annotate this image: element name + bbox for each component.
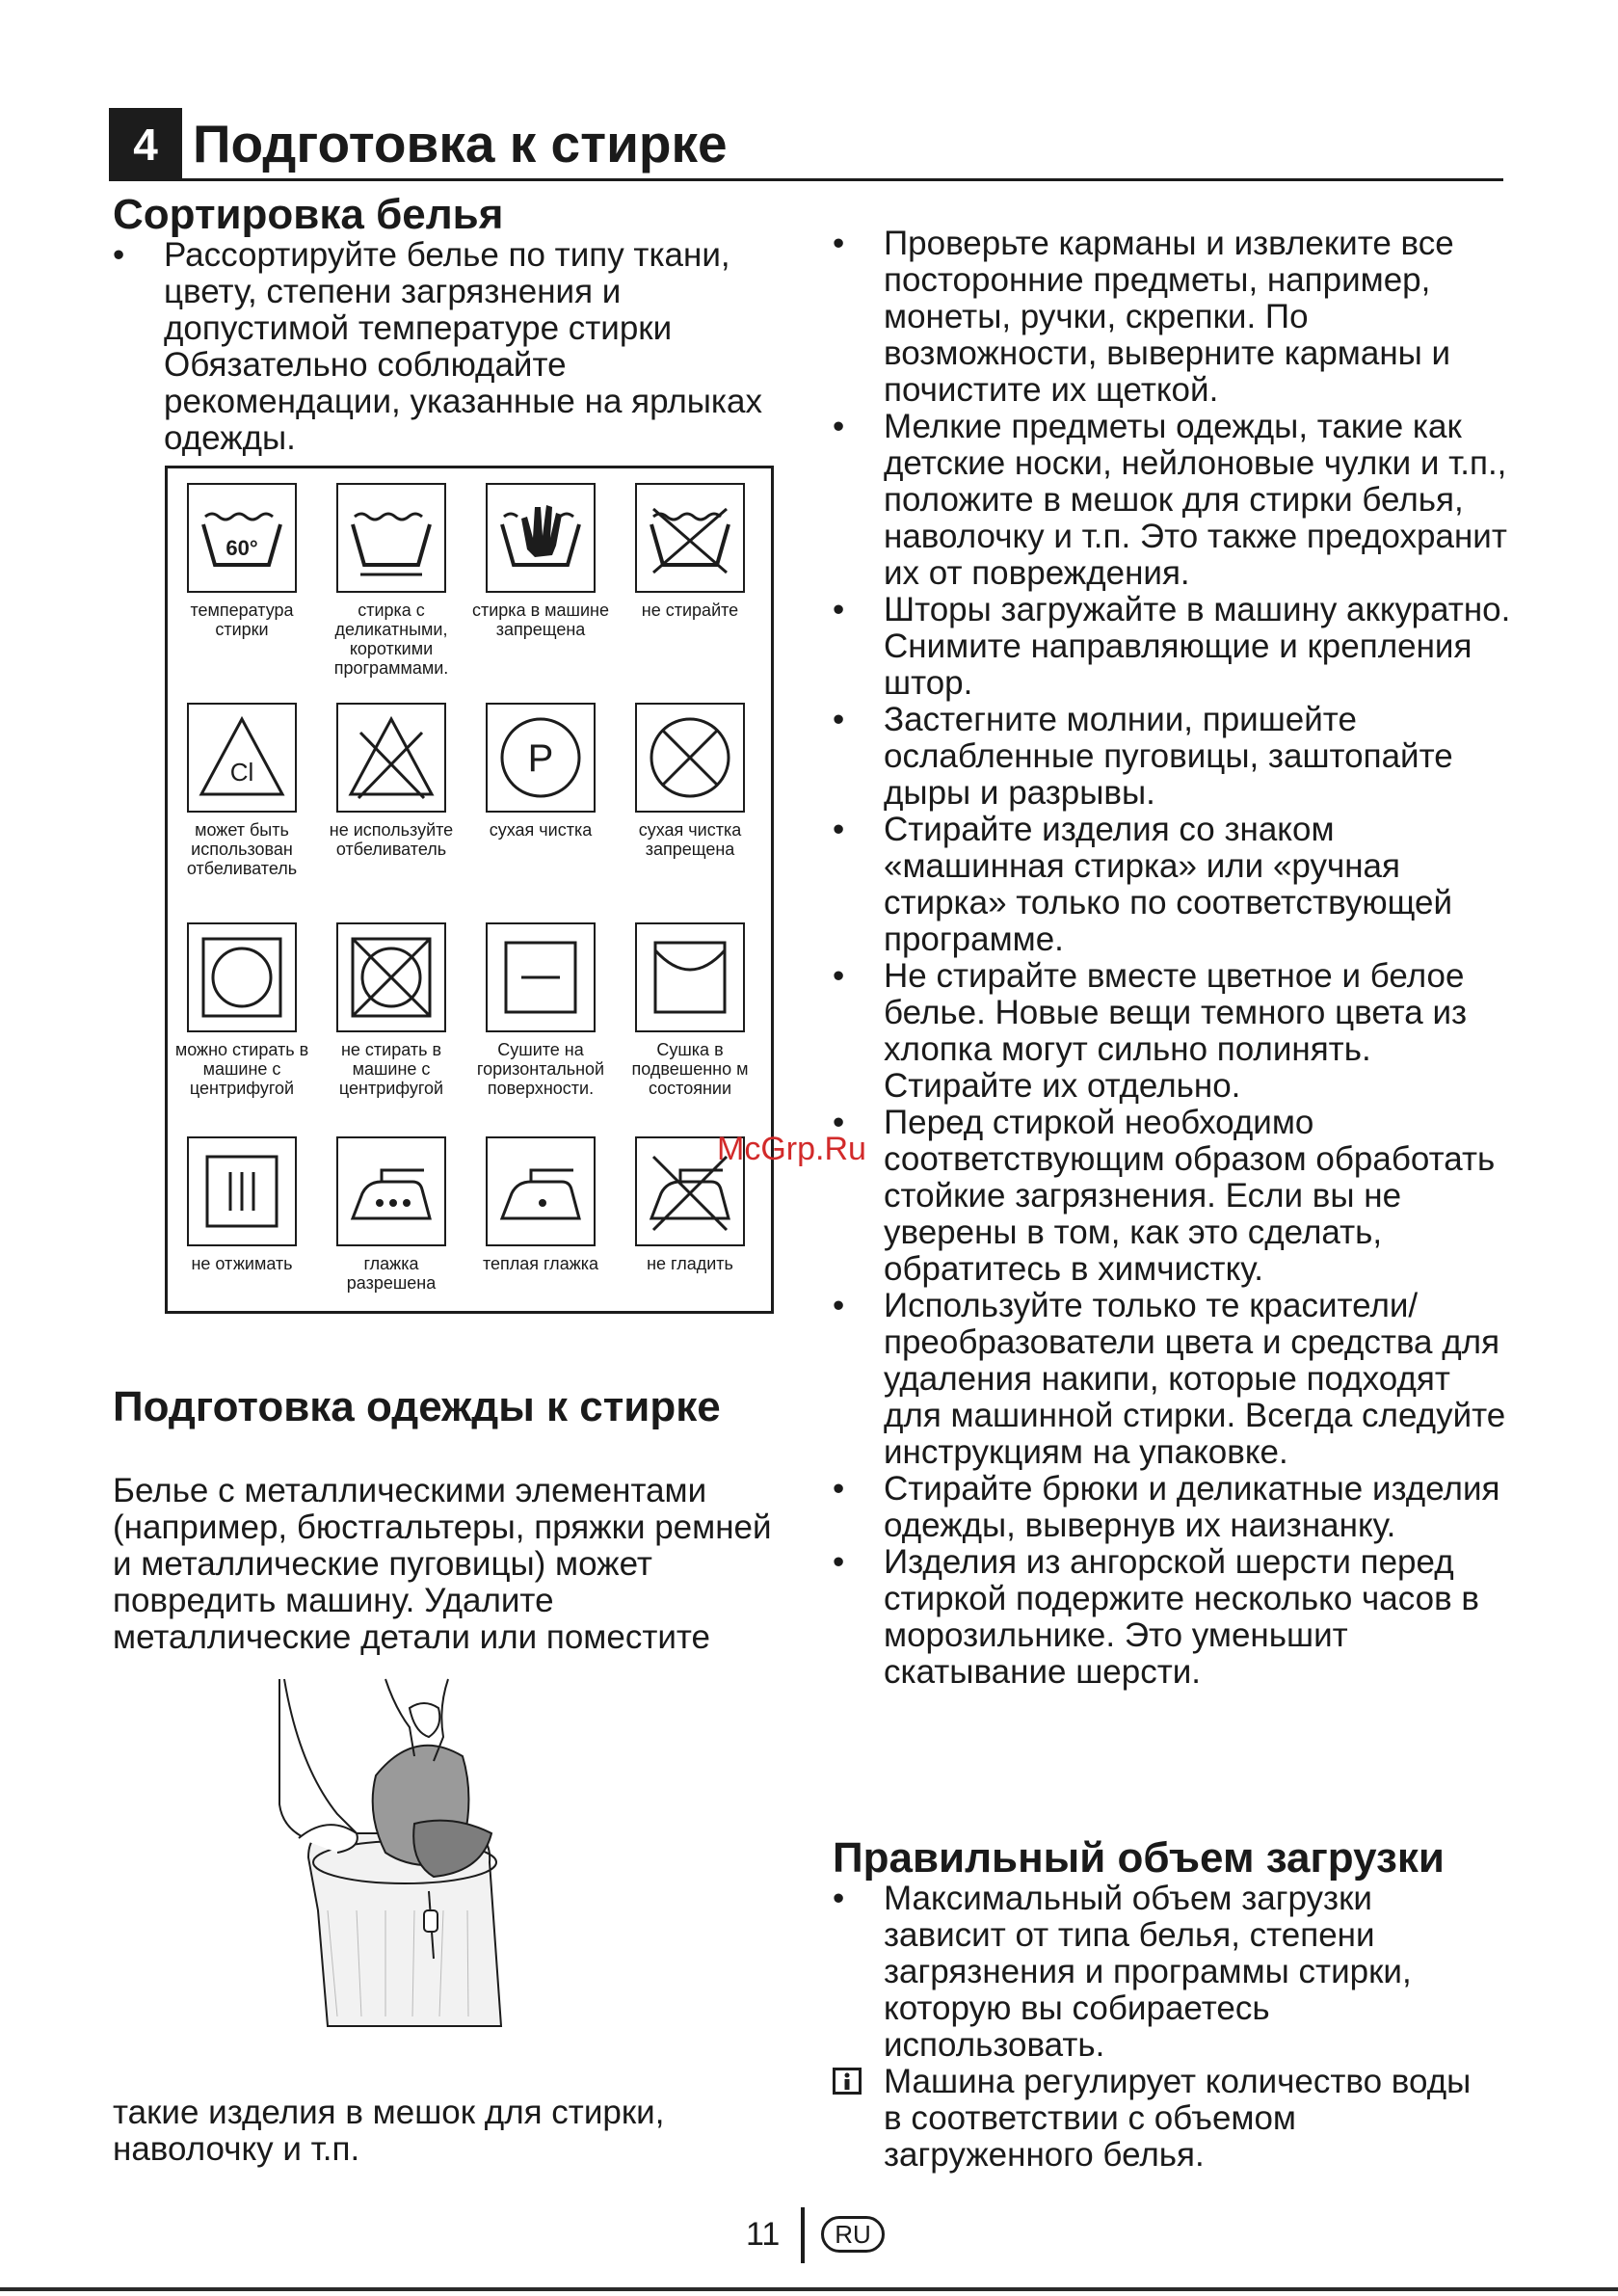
language-badge: RU [821,2216,885,2253]
care-symbol-label: стирка в машине запрещена [472,601,609,639]
preparation-bullet: • Проверьте карманы и извлеките все посторонние предметы, например, монеты, ручки, скрепки. По возможности, выверните карманы и почистите их щеткой. [833,226,1517,409]
header-rule [109,178,1503,181]
care-symbol-label: глажка разрешена [346,1254,437,1293]
no-spin-icon [187,1136,297,1246]
care-symbol-cell [170,1136,314,1273]
preparation-bullet: • Перед стиркой необходимо соответствующим образом обработать стойкие загрязнения. Если вы не уверены в том, как это сделать, обратитесь в химчистку. [833,1105,1517,1288]
clothes-prep-text-continued: такие изделия в мешок для стирки, наволочку и т.п. [113,2094,665,2168]
care-symbol-label: не отжимать [191,1254,293,1273]
preparation-bullet: • Стирайте брюки и деликатные изделия одежды, вывернув их наизнанку. [833,1471,1517,1544]
care-symbol-label: может быть использован отбеливатель [186,820,298,878]
care-symbol-label: сухая чистка [489,820,593,840]
care-symbol-cell [468,483,613,639]
no-bleach-icon [336,703,446,813]
clothes-prep-heading: Подготовка одежды к стирке [113,1383,721,1430]
sorting-list [113,237,768,457]
line-dry-icon [635,922,745,1032]
hand-wash-icon [486,483,596,593]
care-symbol-label: Сушите на горизонтальной поверхности. [476,1040,605,1098]
care-symbol-cell [170,922,314,1098]
care-symbol-label: теплая глажка [482,1254,599,1273]
chapter-number: 4 [109,108,182,180]
clothes-prep-text: Белье с металлическими элементами (например, бюстгальтеры, пряжки ремней и металлические пуговицы) может повредить машину. Удалите металлические детали или поместите [113,1472,772,1656]
care-symbol-label: температура стирки [190,601,294,639]
preparation-bullet: • Не стирайте вместе цветное и белое белье. Новые вещи темного цвета из хлопка могут сильно полинять. Стирайте их отдельно. [833,958,1517,1105]
dry-flat-icon [486,922,596,1032]
care-symbols-table [165,466,774,1314]
care-symbol-cell [618,922,762,1098]
do-not-wash-icon [635,483,745,593]
preparation-bullet: • Мелкие предметы одежды, такие как детские носки, нейлоновые чулки и т.п., положите в мешок для стирки белья, наволочку и т.п. Это также предохранит их от повреждения. [833,409,1517,592]
care-symbol-cell [618,483,762,620]
iron-warm-icon [486,1136,596,1246]
care-symbol-label: не стирайте [641,601,739,620]
load-info-note [833,2064,1488,2174]
care-symbol-cell [468,922,613,1098]
load-heading: Правильный объем загрузки [833,1834,1445,1882]
care-symbol-label: сухая чистка запрещена [638,820,742,859]
care-symbol-cell [170,483,314,639]
chapter-title: Подготовка к стирке [193,114,728,174]
care-symbol-label: не стирать в машине с центрифугой [338,1040,444,1098]
preparation-bullet: • Стирайте изделия со знаком «машинная стирка» или «ручная стирка» только по соответствующей программе. [833,812,1517,958]
bottom-rule [0,2287,1618,2291]
tumble-dry-icon [187,922,297,1032]
dry-clean-icon [486,703,596,813]
care-symbol-cell [468,1136,613,1273]
care-symbol-label: не используйте отбеливатель [329,820,454,859]
care-symbol-label: можно стирать в машине с центрифугой [174,1040,309,1098]
wash-delicate-icon [336,483,446,593]
svg-text:Cl: Cl [229,758,254,787]
preparation-list [833,226,1517,1691]
load-info-text: Машина регулирует количество воды в соответствии с объемом загруженного белья. [884,2063,1472,2174]
care-symbol-cell [319,483,464,678]
laundry-bag-illustration [270,1669,636,2045]
sorting-bullet: • Рассортируйте белье по типу ткани, цвету, степени загрязнения и допустимой температуре стирки Обязательно соблюдайте рекомендации, указанные на ярлыках одежды. [113,237,768,457]
care-symbol-cell [319,703,464,859]
care-symbol-cell [319,922,464,1098]
info-icon [833,2068,862,2095]
no-tumble-dry-icon [336,922,446,1032]
sorting-heading: Сортировка белья [113,191,504,238]
svg-text:P: P [527,737,554,780]
preparation-bullet: • Изделия из ангорской шерсти перед стиркой подержите несколько часов в морозильнике. Это уменьшит скатывание шерсти. [833,1544,1517,1691]
preparation-bullet: • Застегните молнии, пришейте ослабленные пуговицы, заштопайте дыры и разрывы. [833,702,1517,812]
load-list [833,1881,1488,2174]
preparation-bullet: • Используйте только те красители/ преобразователи цвета и средства для удаления накипи, которые подходят для машинной стирки. Всегда следуйте инструкциям на упаковке. [833,1288,1517,1471]
page-number: 11 [746,2216,781,2253]
care-symbol-cell [468,703,613,840]
care-symbol-label: стирка с деликатными, короткими программами. [333,601,449,678]
wash-60-icon [187,483,297,593]
watermark: McGrp.Ru [717,1131,866,1167]
svg-text:60°: 60° [225,536,258,560]
iron-hot-icon [336,1136,446,1246]
care-symbol-cell [170,703,314,878]
bleach-icon [187,703,297,813]
care-symbol-label: не гладить [647,1254,733,1273]
care-symbol-cell [319,1136,464,1293]
care-symbol-cell [618,703,762,859]
preparation-bullet: • Шторы загружайте в машину аккуратно. Снимите направляющие и крепления штор. [833,592,1517,702]
care-symbol-label: Сушка в подвешенно м состоянии [631,1040,749,1098]
page-number-divider [801,2207,805,2263]
no-dry-clean-icon [635,703,745,813]
load-bullet: • Максимальный объем загрузки зависит от типа белья, степени загрязнения и программы стирки, которую вы собираетесь использовать. [833,1881,1488,2064]
